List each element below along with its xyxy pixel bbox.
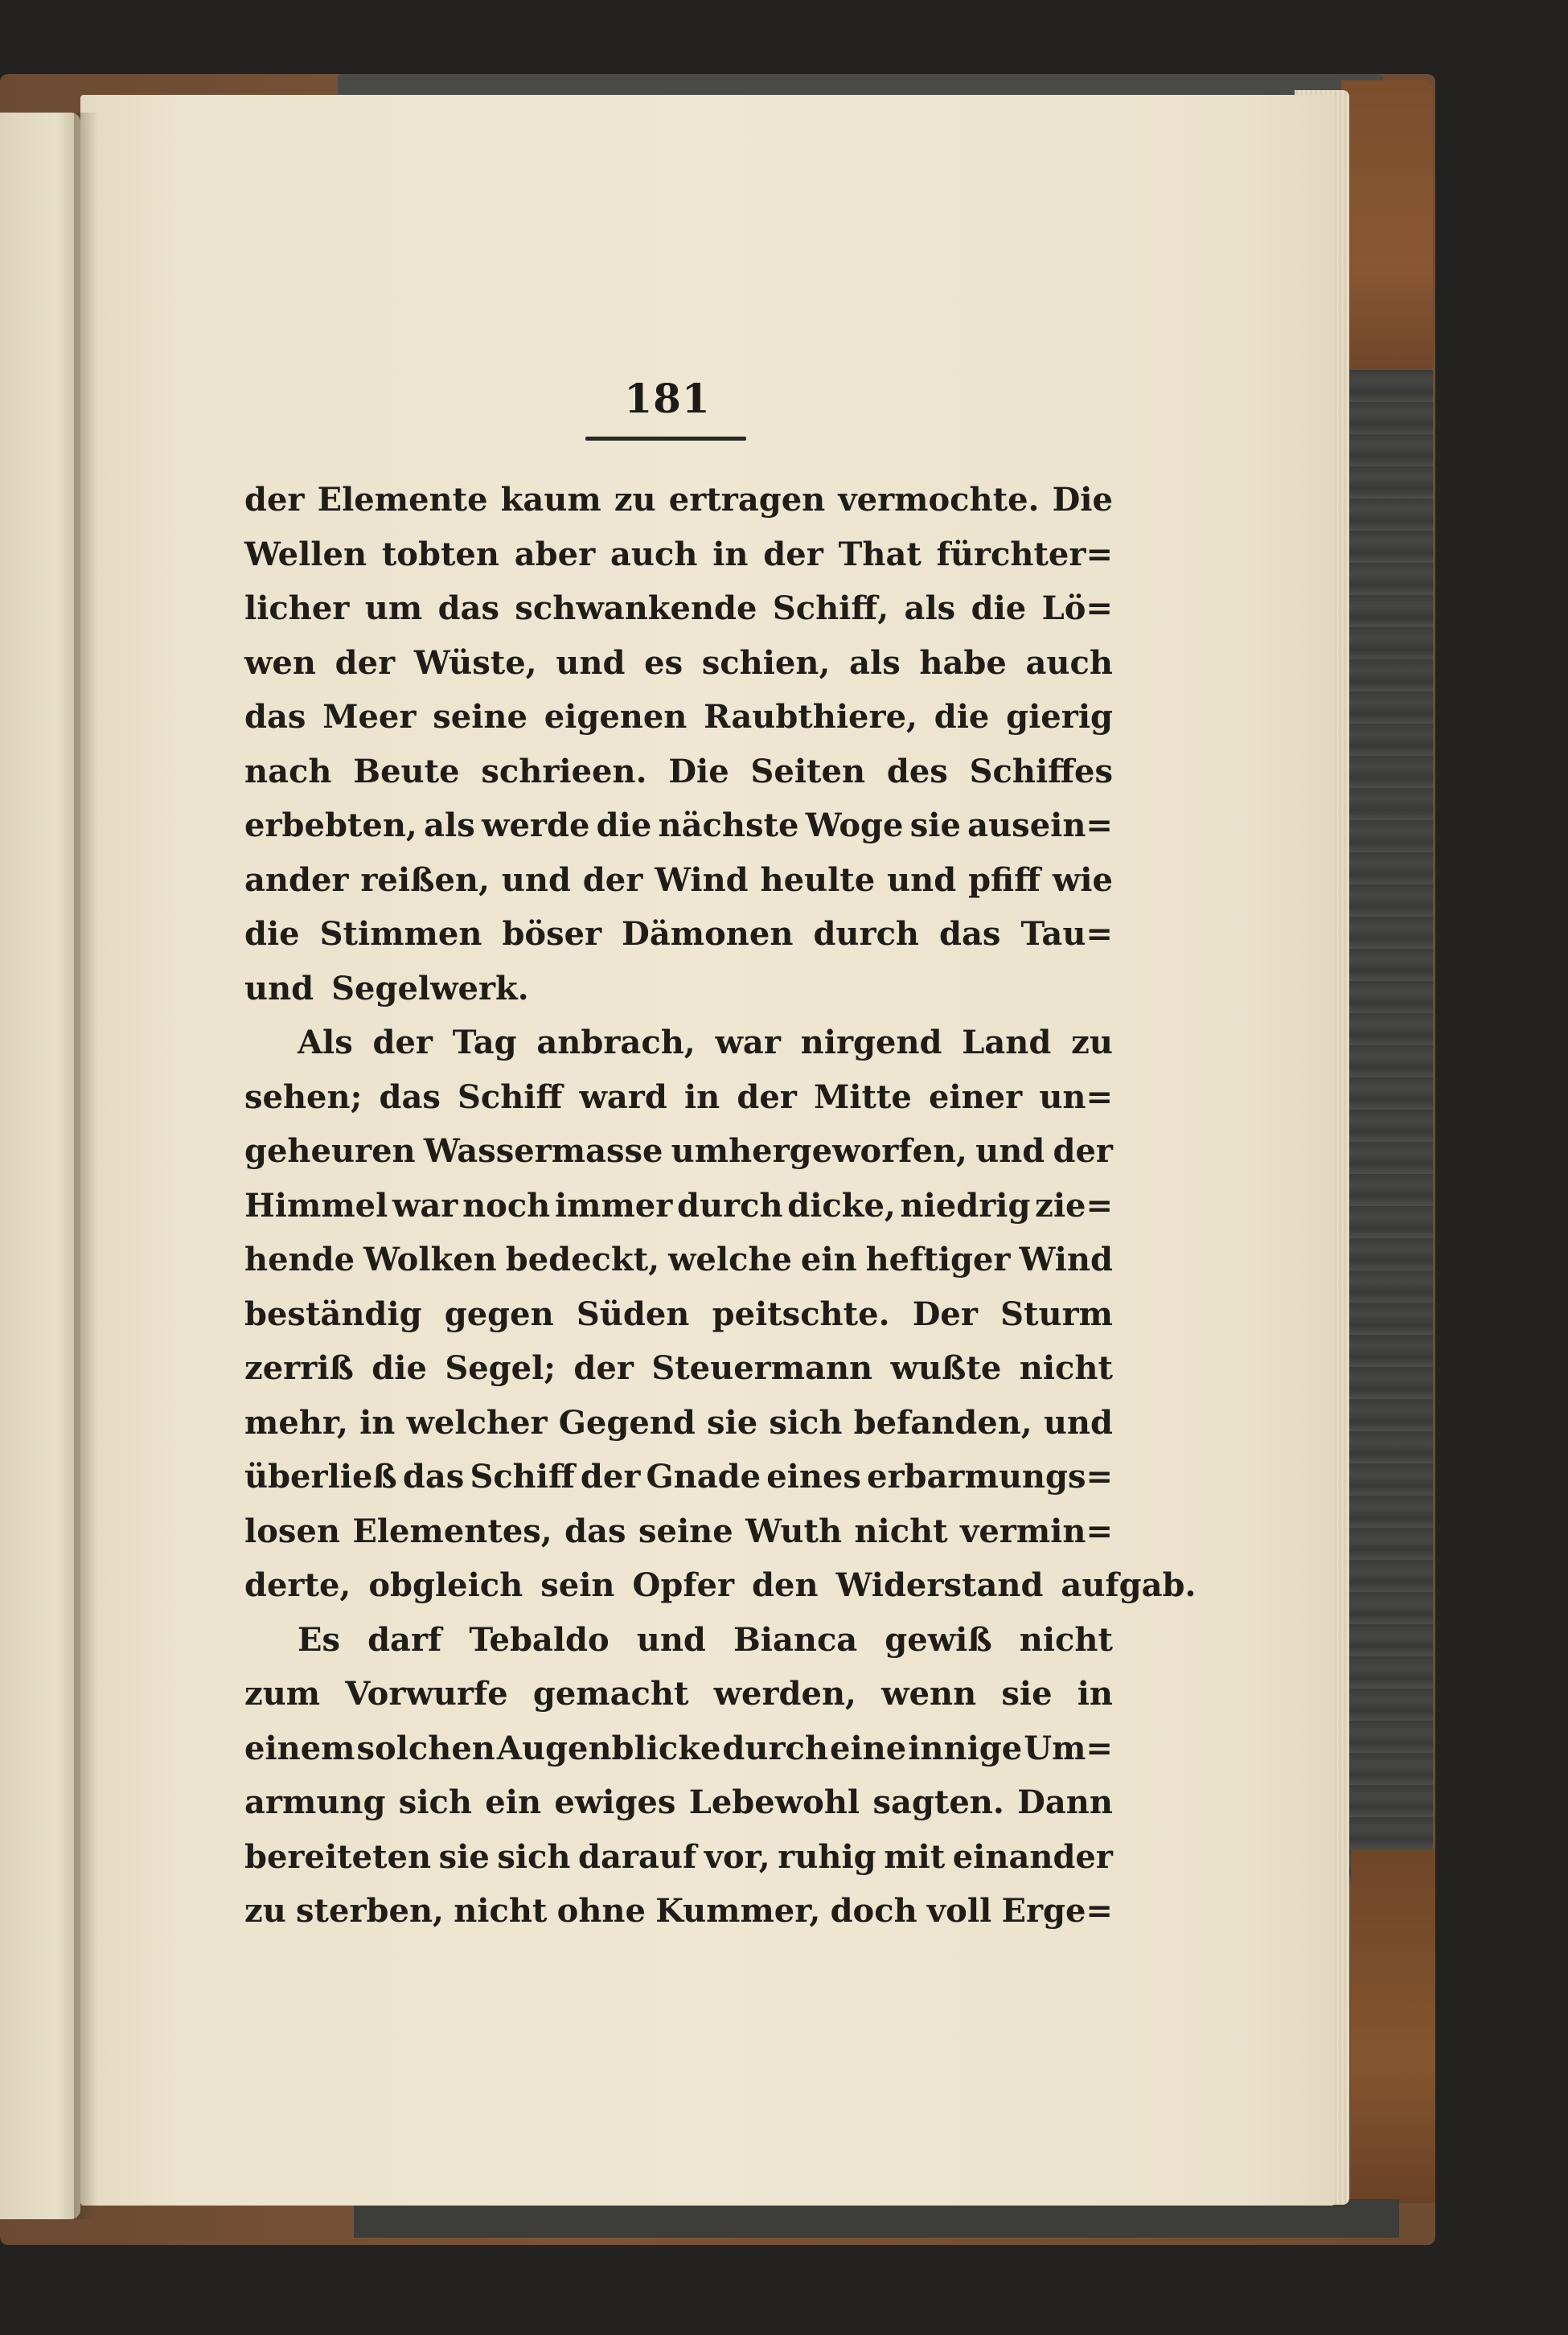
word: Gegend bbox=[558, 1403, 696, 1442]
word: durch bbox=[676, 1186, 783, 1225]
word: Um= bbox=[1024, 1729, 1113, 1767]
word: Die bbox=[1052, 481, 1113, 519]
word: schwankende bbox=[515, 589, 757, 627]
text-line bbox=[244, 581, 1113, 636]
word: Beute bbox=[353, 752, 460, 790]
word: der bbox=[580, 1458, 641, 1496]
text-line bbox=[244, 1341, 1113, 1396]
word: anbrach, bbox=[536, 1024, 696, 1061]
word: darf bbox=[367, 1620, 442, 1659]
word: Süden bbox=[576, 1295, 690, 1333]
word: vermochte. bbox=[838, 481, 1040, 519]
word: umhergeworfen, bbox=[671, 1132, 967, 1170]
word: eigenen bbox=[544, 698, 688, 736]
word: und bbox=[556, 643, 626, 682]
word: Elementes, bbox=[352, 1512, 552, 1550]
word: ewiges bbox=[554, 1783, 676, 1821]
word: Lö= bbox=[1041, 589, 1113, 627]
text-line bbox=[244, 636, 1113, 691]
word: ward bbox=[579, 1077, 667, 1116]
word: der bbox=[737, 1077, 797, 1116]
word: böser bbox=[502, 915, 602, 953]
word: aber bbox=[514, 535, 596, 573]
word: Schiff, bbox=[772, 589, 889, 627]
word: Tau= bbox=[1020, 915, 1113, 953]
word: derte, bbox=[244, 1566, 351, 1604]
word: durch bbox=[813, 915, 919, 953]
text-line bbox=[244, 1667, 1113, 1721]
word: sein bbox=[540, 1566, 615, 1604]
word: Dann bbox=[1017, 1783, 1113, 1821]
word: als bbox=[904, 589, 956, 627]
word: ertragen bbox=[668, 481, 826, 519]
word: mit bbox=[884, 1837, 946, 1876]
word: nach bbox=[244, 752, 332, 790]
word: das bbox=[402, 1458, 465, 1496]
word: zum bbox=[244, 1675, 321, 1713]
word: ausein= bbox=[967, 806, 1113, 844]
word: losen bbox=[244, 1512, 340, 1550]
word: einem bbox=[244, 1729, 355, 1767]
word: der bbox=[573, 1349, 634, 1387]
word: Opfer bbox=[632, 1566, 735, 1604]
word: Wind bbox=[655, 860, 749, 899]
word: eines bbox=[766, 1458, 861, 1496]
facing-page-edge bbox=[0, 113, 80, 2219]
word: Sturm bbox=[1000, 1295, 1113, 1333]
word: den bbox=[752, 1566, 819, 1604]
text-line bbox=[244, 1287, 1113, 1342]
word: der bbox=[244, 481, 305, 519]
word: voll bbox=[926, 1892, 992, 1930]
word: innige bbox=[908, 1729, 1023, 1767]
word: werden, bbox=[713, 1675, 856, 1713]
word: Vorwurfe bbox=[345, 1675, 508, 1713]
word: Lebewohl bbox=[688, 1783, 860, 1821]
word: peitschte. bbox=[712, 1295, 890, 1333]
word: Elemente bbox=[317, 481, 488, 519]
word: hende bbox=[244, 1241, 355, 1278]
word: der bbox=[763, 535, 823, 573]
word: in bbox=[359, 1403, 396, 1442]
word: und bbox=[244, 969, 314, 1007]
text-line bbox=[244, 1450, 1113, 1504]
word: Stimmen bbox=[319, 915, 482, 953]
word: das bbox=[939, 915, 1001, 953]
word: und bbox=[636, 1620, 706, 1659]
word: sie bbox=[706, 1403, 758, 1442]
word: Es bbox=[298, 1620, 341, 1659]
word: sterben, bbox=[296, 1892, 444, 1930]
word: auch bbox=[1025, 643, 1113, 682]
word: und bbox=[975, 1132, 1045, 1170]
word: aufgab. bbox=[1061, 1566, 1197, 1604]
word: der bbox=[582, 860, 643, 899]
cover-corner-bottom bbox=[1351, 1849, 1435, 2203]
word: der bbox=[372, 1024, 433, 1061]
word: licher bbox=[244, 589, 350, 627]
word: ein bbox=[800, 1241, 857, 1278]
word: und bbox=[501, 860, 571, 899]
word: niedrig bbox=[900, 1186, 1031, 1225]
word: wie bbox=[1052, 860, 1113, 899]
word: Woge bbox=[805, 806, 904, 844]
word: gegen bbox=[444, 1295, 554, 1333]
word: das bbox=[379, 1077, 441, 1116]
word: Widerstand bbox=[835, 1566, 1044, 1604]
word: Wellen bbox=[244, 535, 367, 573]
word: ohne bbox=[556, 1892, 646, 1930]
word: Wind bbox=[1019, 1241, 1113, 1278]
text-line bbox=[244, 907, 1113, 962]
text-line bbox=[244, 1721, 1113, 1776]
text-line bbox=[244, 527, 1113, 582]
word: zu bbox=[1071, 1024, 1113, 1061]
word: kaum bbox=[500, 481, 601, 519]
text-line bbox=[244, 1016, 1113, 1070]
word: das bbox=[244, 698, 306, 736]
word: überließ bbox=[244, 1458, 397, 1496]
text-line bbox=[244, 1504, 1113, 1559]
word: Tag bbox=[452, 1024, 517, 1061]
word: Wüste, bbox=[413, 643, 537, 682]
word: beständig bbox=[244, 1295, 422, 1333]
word: einer bbox=[928, 1077, 1023, 1116]
word: sich bbox=[769, 1403, 843, 1442]
word: tobten bbox=[381, 535, 499, 573]
cover-corner-top bbox=[1341, 80, 1433, 386]
word: die bbox=[934, 698, 990, 736]
word: Der bbox=[912, 1295, 978, 1333]
text-line bbox=[244, 1884, 1113, 1939]
word: war bbox=[715, 1024, 781, 1061]
page-number: 181 bbox=[624, 375, 711, 422]
word: sich bbox=[398, 1783, 472, 1821]
word: Gnade bbox=[646, 1458, 761, 1496]
word: zerriß bbox=[244, 1349, 354, 1387]
word: sagten. bbox=[872, 1783, 1004, 1821]
word: sie bbox=[1001, 1675, 1053, 1713]
word: Kummer, bbox=[655, 1892, 821, 1930]
word: darauf bbox=[578, 1837, 697, 1876]
word: gemacht bbox=[532, 1675, 689, 1713]
word: Als bbox=[298, 1024, 353, 1061]
word: Wolken bbox=[363, 1241, 497, 1278]
word: schrieen. bbox=[481, 752, 647, 790]
word: nicht bbox=[1019, 1620, 1113, 1659]
word: Land bbox=[962, 1024, 1052, 1061]
word: ruhig bbox=[778, 1837, 876, 1876]
text-line bbox=[244, 1070, 1113, 1125]
word: geheuren bbox=[244, 1132, 416, 1170]
word: und bbox=[1043, 1403, 1113, 1442]
word: vor, bbox=[704, 1837, 770, 1876]
text-line bbox=[244, 798, 1113, 853]
page-number-rule bbox=[585, 437, 746, 441]
word: solchen bbox=[356, 1729, 495, 1767]
word: wen bbox=[244, 643, 316, 682]
word: Tebaldo bbox=[469, 1620, 610, 1659]
word: Wuth bbox=[745, 1512, 843, 1550]
word: immer bbox=[554, 1186, 673, 1225]
word: heftiger bbox=[865, 1241, 1011, 1278]
word: Schiff bbox=[457, 1077, 563, 1116]
word: un= bbox=[1039, 1077, 1113, 1116]
word: nicht bbox=[454, 1892, 548, 1930]
word: war bbox=[392, 1186, 458, 1225]
word: des bbox=[886, 752, 948, 790]
text-line bbox=[244, 1396, 1113, 1451]
word: Erge= bbox=[1001, 1892, 1113, 1930]
word: bereiteten bbox=[244, 1837, 432, 1876]
word: das bbox=[437, 589, 499, 627]
body-text bbox=[244, 473, 1197, 1939]
word: ein bbox=[485, 1783, 542, 1821]
word: schien, bbox=[701, 643, 831, 682]
text-line bbox=[244, 1775, 1113, 1830]
text-line bbox=[244, 1179, 1113, 1233]
word: Seiten bbox=[750, 752, 866, 790]
word: nicht bbox=[854, 1512, 948, 1550]
word: Dämonen bbox=[622, 915, 794, 953]
word: die bbox=[371, 1349, 427, 1387]
word: Raubthiere, bbox=[704, 698, 917, 736]
word: nächste bbox=[658, 806, 799, 844]
word: Bianca bbox=[733, 1620, 858, 1659]
word: sie bbox=[909, 806, 961, 844]
word: Mitte bbox=[813, 1077, 912, 1116]
text-line bbox=[244, 853, 1113, 908]
word: sehen; bbox=[244, 1077, 363, 1116]
word: nicht bbox=[1019, 1349, 1113, 1387]
word: es bbox=[644, 643, 683, 682]
word: gierig bbox=[1006, 698, 1113, 736]
word: um bbox=[364, 589, 423, 627]
word: sich bbox=[497, 1837, 571, 1876]
word: in bbox=[1077, 1675, 1113, 1713]
word: einander bbox=[952, 1837, 1113, 1876]
word: in bbox=[683, 1077, 720, 1116]
word: befanden, bbox=[853, 1403, 1032, 1442]
word: zie= bbox=[1035, 1186, 1113, 1225]
cover-marbled-board bbox=[1344, 370, 1433, 1882]
word: Schiffes bbox=[969, 752, 1113, 790]
word: fürchter= bbox=[936, 535, 1113, 573]
word: die bbox=[244, 915, 300, 953]
word: als bbox=[424, 806, 475, 844]
word: pfiff bbox=[968, 860, 1041, 899]
word: wenn bbox=[881, 1675, 977, 1713]
word: welcher bbox=[406, 1403, 548, 1442]
text-line bbox=[244, 962, 1113, 1016]
word: als bbox=[849, 643, 901, 682]
word: Meer bbox=[322, 698, 417, 736]
word: obgleich bbox=[368, 1566, 523, 1604]
word: doch bbox=[830, 1892, 917, 1930]
word: erbebten, bbox=[244, 806, 417, 844]
word: nirgend bbox=[800, 1024, 942, 1061]
text-line bbox=[244, 690, 1113, 745]
word: seine bbox=[433, 698, 527, 736]
text-line bbox=[244, 1613, 1113, 1668]
word: eine bbox=[830, 1729, 907, 1767]
word: gewiß bbox=[885, 1620, 992, 1659]
word: Himmel bbox=[244, 1186, 388, 1225]
word: die bbox=[596, 806, 652, 844]
text-line bbox=[244, 1233, 1113, 1287]
word: zu bbox=[244, 1892, 286, 1930]
word: ander bbox=[244, 860, 349, 899]
word: die bbox=[971, 589, 1027, 627]
word: werde bbox=[482, 806, 590, 844]
text-line bbox=[244, 1124, 1113, 1179]
word: mehr, bbox=[244, 1403, 348, 1442]
word: Segel; bbox=[445, 1349, 556, 1387]
word: sie bbox=[438, 1837, 490, 1876]
word: dicke, bbox=[787, 1186, 896, 1225]
word: Segelwerk. bbox=[331, 969, 529, 1007]
word: habe bbox=[919, 643, 1007, 682]
text-line bbox=[244, 1558, 1197, 1613]
word: heulte bbox=[760, 860, 876, 899]
word: erbarmungs= bbox=[867, 1458, 1113, 1496]
word: zu bbox=[614, 481, 656, 519]
word: wußte bbox=[890, 1349, 1002, 1387]
word: das bbox=[564, 1512, 626, 1550]
word: durch bbox=[722, 1729, 828, 1767]
word: der bbox=[335, 643, 396, 682]
word: welche bbox=[667, 1241, 792, 1278]
word: Schiff bbox=[470, 1458, 575, 1496]
gutter-shadow bbox=[74, 113, 98, 2219]
text-line bbox=[244, 1830, 1113, 1885]
text-line bbox=[244, 473, 1113, 527]
word: vermin= bbox=[960, 1512, 1113, 1550]
word: armung bbox=[244, 1783, 386, 1821]
word: Die bbox=[668, 752, 729, 790]
word: und bbox=[887, 860, 957, 899]
word: seine bbox=[638, 1512, 733, 1550]
word: noch bbox=[462, 1186, 551, 1225]
word: der bbox=[1053, 1132, 1113, 1170]
word: Augenblicke bbox=[496, 1729, 721, 1767]
word: auch bbox=[610, 535, 698, 573]
word: That bbox=[838, 535, 922, 573]
word: bedeckt, bbox=[505, 1241, 660, 1278]
word: Steuermann bbox=[651, 1349, 873, 1387]
book-page bbox=[80, 95, 1335, 2206]
text-line bbox=[244, 745, 1113, 799]
word: in bbox=[712, 535, 749, 573]
word: reißen, bbox=[360, 860, 490, 899]
word: Wassermasse bbox=[423, 1132, 663, 1170]
